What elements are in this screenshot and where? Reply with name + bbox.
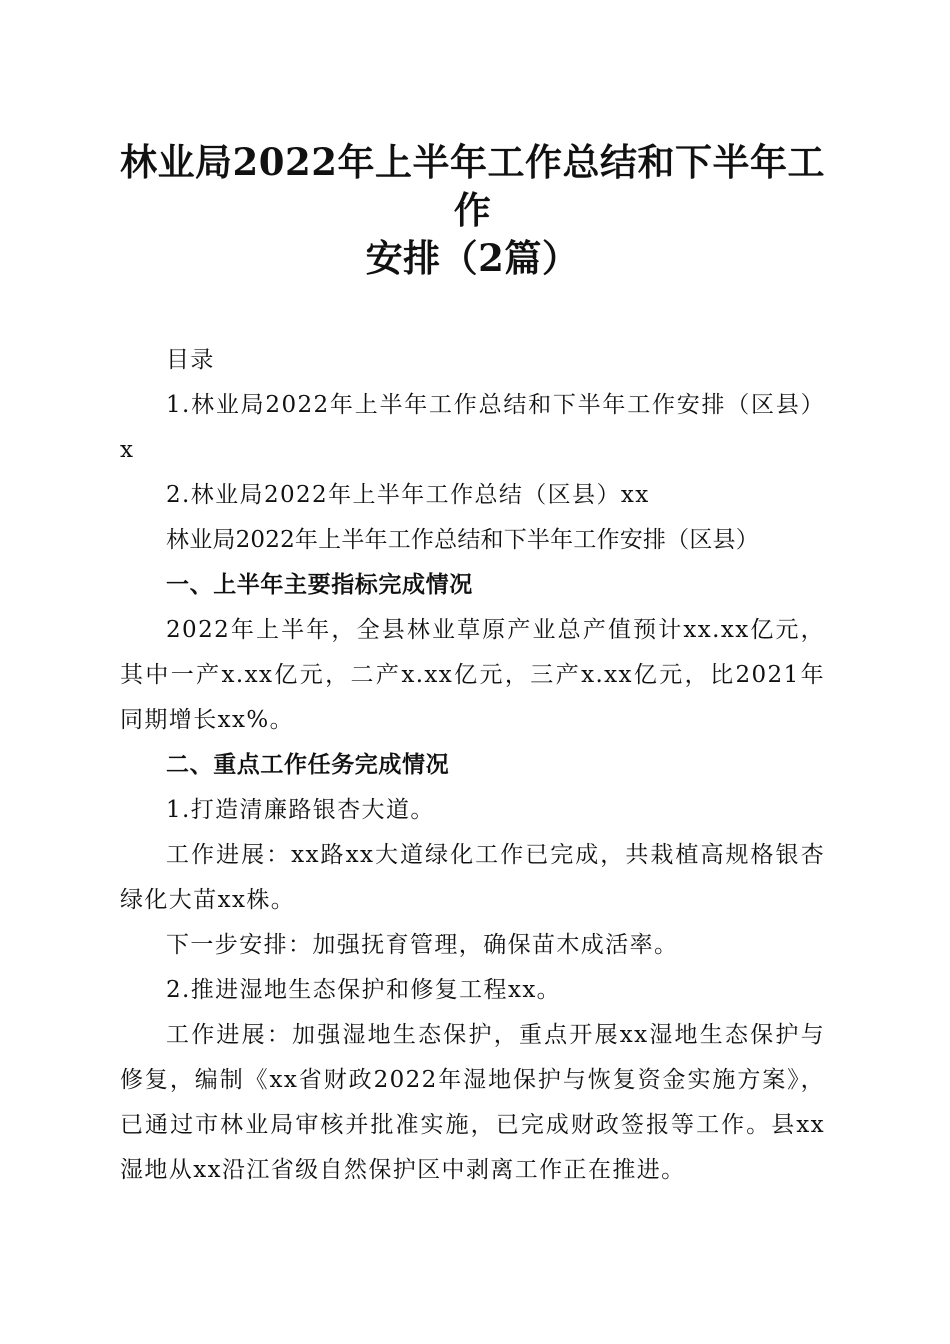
task-1-title: 1.打造清廉路银杏大道。 [166,797,435,823]
title-line-1: 林业局2022年上半年工作总结和下半年工作 [120,140,825,232]
toc-item-2: 2.林业局2022年上半年工作总结（区县）xx [166,482,650,508]
task-1-progress: 工作进展：xx路xx大道绿化工作已完成，共栽植高规格银杏绿化大苗xx株。 [120,842,825,913]
section-2-heading: 二、重点工作任务完成情况 [166,752,450,778]
title-line-2: 安排（2篇） [365,236,580,280]
toc-heading: 目录 [166,347,215,373]
toc-item-1: 1.林业局2022年上半年工作总结和下半年工作安排（区县）x [120,392,825,463]
section-1-heading: 一、上半年主要指标完成情况 [166,572,473,598]
task-2-title: 2.推进湿地生态保护和修复工程xx。 [166,977,562,1003]
document-page [120,138,825,1193]
task-1-next-steps: 下一步安排：加强抚育管理，确保苗木成活率。 [166,932,679,958]
section-1-paragraph: 2022年上半年，全县林业草原产业总产值预计xx.xx亿元，其中一产x.xx亿元，二产x.xx亿元，三产x.xx亿元，比2021年同期增长xx%。 [120,617,825,733]
document-body [120,338,825,1193]
task-2-progress: 工作进展：加强湿地生态保护，重点开展xx湿地生态保护与修复，编制《xx省财政2022年湿地保护与恢复资金实施方案》，已通过市林业局审核并批准实施，已完成财政签报等工作。县xx湿地从xx沿江省级自然保护区中剥离工作正在推进。 [120,1022,825,1183]
document-title [120,138,825,282]
article-title: 林业局2022年上半年工作总结和下半年工作安排（区县） [166,527,759,553]
